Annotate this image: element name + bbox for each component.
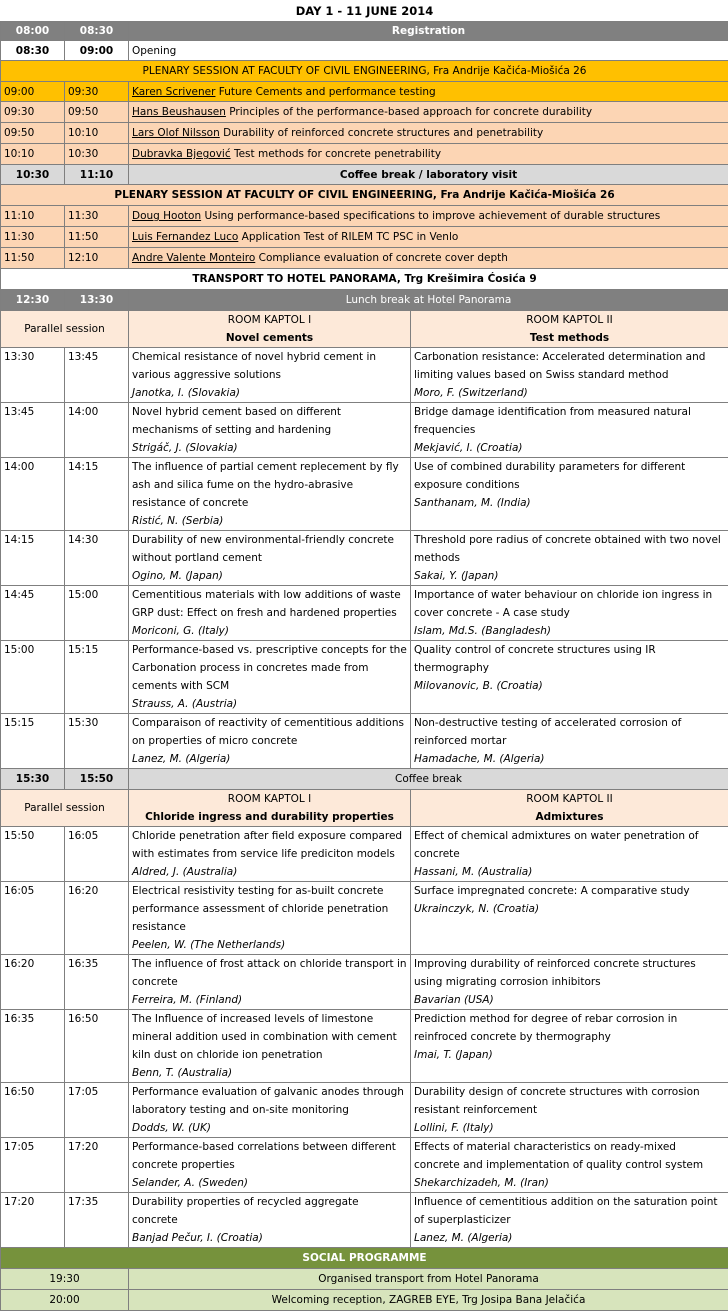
paper-author: Sakai, Y. (Japan) bbox=[414, 567, 725, 585]
plenary-talk-row bbox=[1, 144, 728, 165]
talk-end: 11:50 bbox=[65, 227, 129, 248]
paper-title: Non-destructive testing of accelerated corrosion of reinforced mortar bbox=[414, 714, 725, 750]
paper-author: Ukrainczyk, N. (Croatia) bbox=[414, 900, 725, 918]
transport-label-row bbox=[1, 269, 728, 290]
paper-cell bbox=[129, 882, 411, 955]
room-topic: Chloride ingress and durability properties bbox=[132, 808, 407, 826]
session-row bbox=[1, 641, 728, 714]
opening-label: Opening bbox=[129, 41, 728, 61]
plenary-talk-row bbox=[1, 227, 728, 248]
paper-author: Strauss, A. (Austria) bbox=[132, 695, 407, 713]
session-row bbox=[1, 827, 728, 882]
session-end: 16:05 bbox=[65, 827, 129, 882]
room-topic: Novel cements bbox=[132, 329, 407, 347]
session-end: 14:30 bbox=[65, 531, 129, 586]
session-start: 14:45 bbox=[1, 586, 65, 641]
plenary1-title: PLENARY SESSION AT FACULTY OF CIVIL ENGINEERING, Fra Andrije Kačića-Miošića 26 bbox=[1, 61, 728, 82]
coffee1-row bbox=[1, 165, 728, 185]
talk-title: Application Test of RILEM TC PSC in Venlo bbox=[238, 231, 458, 243]
paper-title: Effects of material characteristics on ready-mixed concrete and implementation of quality control system bbox=[414, 1138, 725, 1174]
paper-title: The influence of frost attack on chloride transport in concrete bbox=[132, 955, 407, 991]
session-start: 15:15 bbox=[1, 714, 65, 769]
paper-title: Electrical resistivity testing for as-built concrete performance assessment of chloride penetration resistance bbox=[132, 882, 407, 936]
session-start: 16:05 bbox=[1, 882, 65, 955]
paper-cell bbox=[129, 403, 411, 458]
session-end: 17:20 bbox=[65, 1138, 129, 1193]
paper-cell bbox=[411, 827, 728, 882]
paper-title: Durability of new environmental-friendly concrete without portland cement bbox=[132, 531, 407, 567]
paper-cell bbox=[411, 641, 728, 714]
room-name: ROOM KAPTOL I bbox=[132, 790, 407, 808]
session-end: 17:05 bbox=[65, 1083, 129, 1138]
session-start: 16:20 bbox=[1, 955, 65, 1010]
talk-start: 11:10 bbox=[1, 206, 65, 227]
paper-author: Peelen, W. (The Netherlands) bbox=[132, 936, 407, 954]
talk-cell bbox=[129, 248, 728, 269]
talk-end: 10:30 bbox=[65, 144, 129, 165]
paper-cell bbox=[129, 955, 411, 1010]
paper-cell bbox=[411, 403, 728, 458]
talk-cell bbox=[129, 144, 728, 165]
session-row bbox=[1, 1010, 728, 1083]
coffee1-start: 10:30 bbox=[1, 165, 65, 185]
coffee2-row bbox=[1, 769, 728, 790]
plenary2-title-row bbox=[1, 185, 728, 206]
paper-title: Prediction method for degree of rebar corrosion in reinfroced concrete by thermography bbox=[414, 1010, 725, 1046]
paper-title: Performance-based correlations between different concrete properties bbox=[132, 1138, 407, 1174]
session-row bbox=[1, 348, 728, 403]
plenary-talk-row bbox=[1, 248, 728, 269]
coffee1-label: Coffee break / laboratory visit bbox=[129, 165, 728, 185]
talk-start: 11:30 bbox=[1, 227, 65, 248]
paper-title: Bridge damage identification from measured natural frequencies bbox=[414, 403, 725, 439]
session-start: 15:00 bbox=[1, 641, 65, 714]
room-name: ROOM KAPTOL II bbox=[414, 790, 725, 808]
speaker-name: Luis Fernandez Luco bbox=[132, 231, 238, 243]
paper-title: Quality control of concrete structures using IR thermography bbox=[414, 641, 725, 677]
paper-cell bbox=[411, 1193, 728, 1248]
room-header-2 bbox=[411, 311, 728, 348]
session-start: 17:05 bbox=[1, 1138, 65, 1193]
talk-title: Using performance-based specifications to improve achievement of durable structures bbox=[201, 210, 660, 222]
paper-cell bbox=[129, 458, 411, 531]
room-name: ROOM KAPTOL I bbox=[132, 311, 407, 329]
paper-title: Novel hybrid cement based on different mechanisms of setting and hardening bbox=[132, 403, 407, 439]
coffee2-start: 15:30 bbox=[1, 769, 65, 790]
paper-author: Lanez, M. (Algeria) bbox=[414, 1229, 725, 1247]
talk-title: Principles of the performance-based approach for concrete durability bbox=[226, 106, 592, 118]
parallel-session-label: Parallel session bbox=[1, 311, 129, 348]
social-time: 19:30 bbox=[1, 1269, 129, 1290]
room-header-2 bbox=[411, 790, 728, 827]
social-title-row bbox=[1, 1248, 728, 1269]
talk-end: 09:50 bbox=[65, 102, 129, 123]
session-row bbox=[1, 1138, 728, 1193]
paper-author: Shekarchizadeh, M. (Iran) bbox=[414, 1174, 725, 1192]
paper-title: Use of combined durability parameters for different exposure conditions bbox=[414, 458, 725, 494]
paper-author: Ferreira, M. (Finland) bbox=[132, 991, 407, 1009]
paper-cell bbox=[411, 1083, 728, 1138]
paper-author: Hassani, M. (Australia) bbox=[414, 863, 725, 881]
session-end: 14:00 bbox=[65, 403, 129, 458]
social-label: Welcoming reception, ZAGREB EYE, Trg Josipa Bana Jelačića bbox=[129, 1290, 728, 1311]
room-header-1 bbox=[129, 790, 411, 827]
registration-start: 08:00 bbox=[1, 22, 65, 41]
paper-cell bbox=[129, 1138, 411, 1193]
room-header-1 bbox=[129, 311, 411, 348]
session-start: 13:30 bbox=[1, 348, 65, 403]
session-start: 13:45 bbox=[1, 403, 65, 458]
paper-cell bbox=[411, 714, 728, 769]
paper-cell bbox=[129, 1083, 411, 1138]
paper-title: Durability properties of recycled aggregate concrete bbox=[132, 1193, 407, 1229]
talk-cell bbox=[129, 123, 728, 144]
opening-end: 09:00 bbox=[65, 41, 129, 61]
registration-label: Registration bbox=[129, 22, 728, 41]
talk-end: 09:30 bbox=[65, 82, 129, 102]
session-end: 15:30 bbox=[65, 714, 129, 769]
paper-author: Dodds, W. (UK) bbox=[132, 1119, 407, 1137]
session-end: 16:35 bbox=[65, 955, 129, 1010]
paper-author: Milovanovic, B. (Croatia) bbox=[414, 677, 725, 695]
parallel-header-row bbox=[1, 311, 728, 348]
speaker-name: Hans Beushausen bbox=[132, 106, 226, 118]
session-row bbox=[1, 458, 728, 531]
talk-title: Future Cements and performance testing bbox=[215, 86, 435, 98]
talk-title: Compliance evaluation of concrete cover depth bbox=[255, 252, 508, 264]
session-row bbox=[1, 586, 728, 641]
plenary-talk-row bbox=[1, 206, 728, 227]
talk-title: Durability of reinforced concrete structures and penetrability bbox=[220, 127, 543, 139]
session-start: 16:35 bbox=[1, 1010, 65, 1083]
session-start: 14:00 bbox=[1, 458, 65, 531]
talk-cell bbox=[129, 206, 728, 227]
paper-author: Moriconi, G. (Italy) bbox=[132, 622, 407, 640]
paper-title: Chemical resistance of novel hybrid cement in various aggressive solutions bbox=[132, 348, 407, 384]
room-name: ROOM KAPTOL II bbox=[414, 311, 725, 329]
talk-cell bbox=[129, 82, 728, 102]
paper-author: Mekjavić, I. (Croatia) bbox=[414, 439, 725, 457]
paper-title: Comparaison of reactivity of cementitious additions on properties of micro concrete bbox=[132, 714, 407, 750]
paper-cell bbox=[129, 641, 411, 714]
session-start: 15:50 bbox=[1, 827, 65, 882]
speaker-name: Doug Hooton bbox=[132, 210, 201, 222]
paper-title: Durability design of concrete structures with corrosion resistant reinforcement bbox=[414, 1083, 725, 1119]
paper-cell bbox=[411, 458, 728, 531]
session-row bbox=[1, 714, 728, 769]
session-end: 15:00 bbox=[65, 586, 129, 641]
day-title: DAY 1 - 11 JUNE 2014 bbox=[1, 0, 728, 22]
session-row bbox=[1, 955, 728, 1010]
social-time: 20:00 bbox=[1, 1290, 129, 1311]
paper-author: Lanez, M. (Algeria) bbox=[132, 750, 407, 768]
paper-title: Effect of chemical admixtures on water penetration of concrete bbox=[414, 827, 725, 863]
talk-end: 12:10 bbox=[65, 248, 129, 269]
talk-cell bbox=[129, 102, 728, 123]
paper-title: Carbonation resistance: Accelerated determination and limiting values based on Swiss standard method bbox=[414, 348, 725, 384]
session-start: 16:50 bbox=[1, 1083, 65, 1138]
registration-end: 08:30 bbox=[65, 22, 129, 41]
social-title: SOCIAL PROGRAMME bbox=[1, 1248, 728, 1269]
paper-title: Influence of cementitious addition on the saturation point of superplasticizer bbox=[414, 1193, 725, 1229]
lunch-row bbox=[1, 290, 728, 311]
plenary-talk-row bbox=[1, 82, 728, 102]
paper-author: Ristić, N. (Serbia) bbox=[132, 512, 407, 530]
paper-title: Threshold pore radius of concrete obtained with two novel methods bbox=[414, 531, 725, 567]
talk-start: 09:30 bbox=[1, 102, 65, 123]
paper-cell bbox=[411, 1138, 728, 1193]
talk-start: 11:50 bbox=[1, 248, 65, 269]
paper-author: Aldred, J. (Australia) bbox=[132, 863, 407, 881]
coffee2-label: Coffee break bbox=[129, 769, 728, 790]
paper-title: Surface impregnated concrete: A comparative study bbox=[414, 882, 725, 900]
paper-title: Performance-based vs. prescriptive concepts for the Carbonation process in concretes made from cements with SCM bbox=[132, 641, 407, 695]
talk-start: 09:00 bbox=[1, 82, 65, 102]
paper-author: Hamadache, M. (Algeria) bbox=[414, 750, 725, 768]
paper-author: Imai, T. (Japan) bbox=[414, 1046, 725, 1064]
paper-author: Bavarian (USA) bbox=[414, 991, 725, 1009]
paper-title: Improving durability of reinforced concrete structures using migrating corrosion inhibitors bbox=[414, 955, 725, 991]
paper-author: Islam, Md.S. (Bangladesh) bbox=[414, 622, 725, 640]
paper-title: Importance of water behaviour on chloride ion ingress in cover concrete - A case study bbox=[414, 586, 725, 622]
paper-author: Banjad Pečur, I. (Croatia) bbox=[132, 1229, 407, 1247]
plenary2-title: PLENARY SESSION AT FACULTY OF CIVIL ENGINEERING, Fra Andrije Kačića-Miošića 26 bbox=[1, 185, 728, 206]
transport-label: TRANSPORT TO HOTEL PANORAMA, Trg Krešimira Ćosića 9 bbox=[1, 269, 728, 290]
opening-start: 08:30 bbox=[1, 41, 65, 61]
paper-author: Selander, A. (Sweden) bbox=[132, 1174, 407, 1192]
paper-title: Performance evaluation of galvanic anodes through laboratory testing and on-site monitoring bbox=[132, 1083, 407, 1119]
lunch-end: 13:30 bbox=[65, 290, 129, 311]
speaker-name: Lars Olof Nilsson bbox=[132, 127, 220, 139]
paper-title: Cementitious materials with low additions of waste GRP dust: Effect on fresh and hardened properties bbox=[132, 586, 407, 622]
speaker-name: Karen Scrivener bbox=[132, 86, 215, 98]
social-row bbox=[1, 1269, 728, 1290]
paper-cell bbox=[129, 714, 411, 769]
room-topic: Admixtures bbox=[414, 808, 725, 826]
paper-cell bbox=[411, 586, 728, 641]
paper-author: Moro, F. (Switzerland) bbox=[414, 384, 725, 402]
coffee2-end: 15:50 bbox=[65, 769, 129, 790]
session-row bbox=[1, 531, 728, 586]
talk-end: 10:10 bbox=[65, 123, 129, 144]
coffee1-end: 11:10 bbox=[65, 165, 129, 185]
session-row bbox=[1, 1193, 728, 1248]
paper-author: Lollini, F. (Italy) bbox=[414, 1119, 725, 1137]
paper-cell bbox=[129, 1193, 411, 1248]
paper-cell bbox=[411, 882, 728, 955]
parallel-session-label: Parallel session bbox=[1, 790, 129, 827]
talk-start: 10:10 bbox=[1, 144, 65, 165]
talk-title: Test methods for concrete penetrability bbox=[231, 148, 441, 160]
speaker-name: Dubravka Bjegović bbox=[132, 148, 231, 160]
paper-title: The Influence of increased levels of limestone mineral addition used in combination with cement kiln dust on chloride ion penetration bbox=[132, 1010, 407, 1064]
paper-author: Strigáč, J. (Slovakia) bbox=[132, 439, 407, 457]
paper-title: The influence of partial cement replecement by fly ash and silica fume on the hydro-abrasive resistance of concrete bbox=[132, 458, 407, 512]
paper-cell bbox=[411, 531, 728, 586]
social-label: Organised transport from Hotel Panorama bbox=[129, 1269, 728, 1290]
session-end: 13:45 bbox=[65, 348, 129, 403]
paper-author: Santhanam, M. (India) bbox=[414, 494, 725, 512]
session-start: 14:15 bbox=[1, 531, 65, 586]
paper-cell bbox=[129, 827, 411, 882]
session-row bbox=[1, 882, 728, 955]
session-end: 15:15 bbox=[65, 641, 129, 714]
paper-cell bbox=[411, 348, 728, 403]
talk-end: 11:30 bbox=[65, 206, 129, 227]
paper-cell bbox=[129, 1010, 411, 1083]
session-end: 14:15 bbox=[65, 458, 129, 531]
session-end: 16:50 bbox=[65, 1010, 129, 1083]
plenary-talk-row bbox=[1, 123, 728, 144]
lunch-start: 12:30 bbox=[1, 290, 65, 311]
paper-cell bbox=[129, 586, 411, 641]
paper-cell bbox=[129, 348, 411, 403]
paper-author: Ogino, M. (Japan) bbox=[132, 567, 407, 585]
session-end: 17:35 bbox=[65, 1193, 129, 1248]
talk-start: 09:50 bbox=[1, 123, 65, 144]
talk-cell bbox=[129, 227, 728, 248]
session-end: 16:20 bbox=[65, 882, 129, 955]
lunch-label: Lunch break at Hotel Panorama bbox=[129, 290, 728, 311]
room-topic: Test methods bbox=[414, 329, 725, 347]
paper-cell bbox=[129, 531, 411, 586]
speaker-name: Andre Valente Monteiro bbox=[132, 252, 255, 264]
paper-title: Chloride penetration after field exposure compared with estimates from service life prediciton models bbox=[132, 827, 407, 863]
social-row bbox=[1, 1290, 728, 1311]
parallel-header-row bbox=[1, 790, 728, 827]
paper-cell bbox=[411, 1010, 728, 1083]
session-row bbox=[1, 1083, 728, 1138]
paper-cell bbox=[411, 955, 728, 1010]
paper-author: Janotka, I. (Slovakia) bbox=[132, 384, 407, 402]
plenary-talk-row bbox=[1, 102, 728, 123]
paper-author: Benn, T. (Australia) bbox=[132, 1064, 407, 1082]
session-row bbox=[1, 403, 728, 458]
session-start: 17:20 bbox=[1, 1193, 65, 1248]
